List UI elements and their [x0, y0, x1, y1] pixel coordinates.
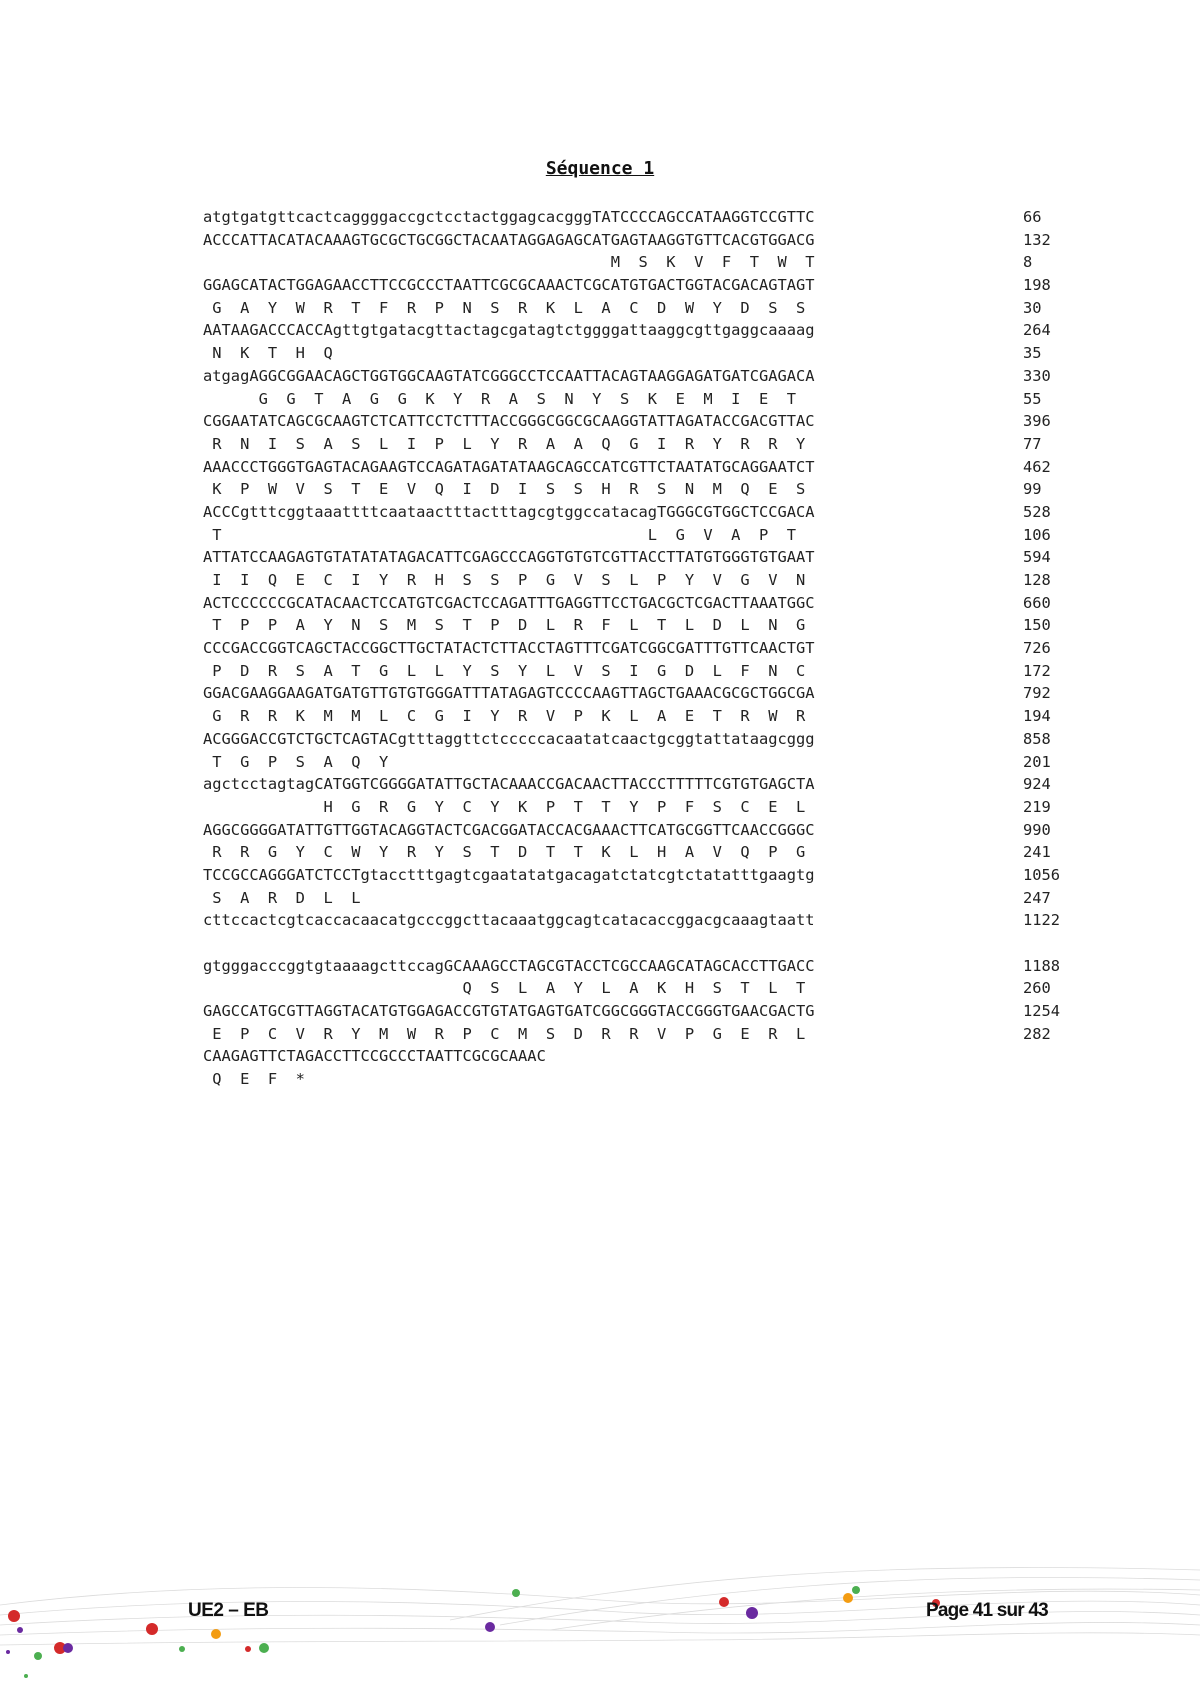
- position-number: 1056: [1023, 865, 1061, 884]
- sequence-row: [203, 297, 1083, 320]
- sequence-text: AATAAGACCCACCAgttgtgatacgttactagcgatagtctggggattaaggcgttgaggcaaaag: [203, 321, 815, 340]
- sequence-text: T P P A Y N S M S T P D L R F L T L D L N G: [203, 616, 806, 635]
- sequence-row: [203, 705, 1083, 728]
- sequence-row: [203, 342, 1083, 365]
- position-number: 172: [1023, 661, 1051, 680]
- sequence-text: atgtgatgttcactcaggggaccgctcctactggagcacgggTATCCCCAGCCATAAGGTCCGTTC: [203, 208, 815, 226]
- position-number: 128: [1023, 571, 1051, 589]
- sequence-row: [203, 569, 1083, 592]
- position-number: 282: [1023, 1024, 1051, 1043]
- position-number: 132: [1023, 230, 1051, 249]
- sequence-block: [203, 206, 1083, 1091]
- sequence-text: G A Y W R T F R P N S R K L A C D W Y D S S: [203, 298, 806, 317]
- position-number: 260: [1023, 979, 1051, 998]
- position-number: 330: [1023, 366, 1051, 385]
- position-number: 8: [1023, 253, 1033, 272]
- position-number: 77: [1023, 434, 1042, 453]
- sequence-row: [203, 592, 1083, 615]
- position-number: 219: [1023, 797, 1051, 816]
- position-number: 1254: [1023, 1002, 1061, 1021]
- sequence-text: K P W V S T E V Q I D I S S H R S N M Q E S: [203, 480, 806, 499]
- sequence-row: [203, 501, 1083, 524]
- sequence-row: [203, 1000, 1083, 1023]
- position-number: 247: [1023, 888, 1051, 907]
- sequence-row: [203, 864, 1083, 887]
- position-number: 99: [1023, 480, 1042, 499]
- sequence-row: [203, 229, 1083, 252]
- sequence-row: [203, 682, 1083, 705]
- sequence-text: ACCCgtttcggtaaattttcaataactttactttagcgtggccatacagTGGGCGTGGCTCCGACA: [203, 502, 815, 521]
- position-number: 55: [1023, 389, 1042, 408]
- position-number: 462: [1023, 457, 1051, 476]
- sequence-text: Q E F *: [203, 1070, 305, 1089]
- position-number: 528: [1023, 502, 1051, 521]
- position-number: 106: [1023, 525, 1051, 544]
- position-number: 201: [1023, 752, 1051, 771]
- sequence-text: GGACGAAGGAAGATGATGTTGTGTGGGATTTATAGAGTCCCCAAGTTAGCTGAAACGCGCTGGCGA: [203, 684, 815, 703]
- position-number: 396: [1023, 412, 1051, 431]
- position-number: 30: [1023, 298, 1042, 317]
- sequence-text: GGAGCATACTGGAGAACCTTCCGCCCTAATTCGCGCAAACTCGCATGTGACTGGTACGACAGTAGT: [203, 276, 815, 295]
- position-number: 1188: [1023, 956, 1061, 975]
- sequence-row: [203, 887, 1083, 910]
- position-number: 241: [1023, 843, 1051, 862]
- position-number: 264: [1023, 321, 1051, 340]
- position-number: 792: [1023, 684, 1051, 703]
- position-number: 924: [1023, 775, 1051, 794]
- position-number: 150: [1023, 616, 1051, 635]
- position-number: 194: [1023, 707, 1051, 726]
- sequence-text: ACGGGACCGTCTGCTCAGTACgtttaggttctcccccacaatatcaactgcggtattataagcggg: [203, 729, 815, 748]
- sequence-text: E P C V R Y M W R P C M S D R R V P G E R L: [203, 1024, 806, 1043]
- sequence-row: [203, 524, 1083, 547]
- sequence-row: [203, 660, 1083, 683]
- sequence-text: Q S L A Y L A K H S T L T: [203, 979, 806, 998]
- sequence-text: R R G Y C W Y R Y S T D T T K L H A V Q P G: [203, 843, 806, 862]
- sequence-text: ACTCCCCCCGCATACAACTCCATGTCGACTCCAGATTTGAGGTTCCTGACGCTCGACTTAAATGGC: [203, 593, 815, 612]
- sequence-text: T L G V A P T: [203, 525, 797, 544]
- sequence-text: AGGCGGGGATATTGTTGGTACAGGTACTCGACGGATACCACGAAACTTCATGCGGTTCAACCGGGC: [203, 820, 815, 839]
- sequence-row: [203, 796, 1083, 819]
- sequence-text: N K T H Q: [203, 344, 333, 363]
- sequence-row: [203, 977, 1083, 1000]
- sequence-text: T G P S A Q Y: [203, 752, 389, 771]
- sequence-text: P D R S A T G L L Y S Y L V S I G D L F N C: [203, 661, 806, 680]
- sequence-text: I I Q E C I Y R H S S P G V S L P Y V G V N: [203, 571, 806, 589]
- sequence-row: [203, 388, 1083, 411]
- sequence-row: [203, 1068, 1083, 1091]
- sequence-text: GAGCCATGCGTTAGGTACATGTGGAGACCGTGTATGAGTGATCGGCGGGTACCGGGTGAACGACTG: [203, 1002, 815, 1021]
- sequence-text: G G T A G G K Y R A S N Y S K E M I E T: [203, 389, 797, 408]
- position-number: 726: [1023, 639, 1051, 658]
- sequence-row: [203, 546, 1083, 569]
- sequence-row: [203, 819, 1083, 842]
- footer-wave-graphic: [0, 1560, 1200, 1696]
- sequence-text: R N I S A S L I P L Y R A A Q G I R Y R R Y: [203, 434, 806, 453]
- sequence-row: [203, 433, 1083, 456]
- sequence-text: G R R K M M L C G I Y R V P K L A E T R W R: [203, 707, 806, 726]
- sequence-row: [203, 751, 1083, 774]
- sequence-row: [203, 1023, 1083, 1046]
- sequence-text: atgagAGGCGGAACAGCTGGTGGCAAGTATCGGGCCTCCAATTACAGTAAGGAGATGATCGAGACA: [203, 366, 815, 385]
- sequence-row: [203, 319, 1083, 342]
- sequence-row: [203, 274, 1083, 297]
- sequence-row: [203, 637, 1083, 660]
- sequence-text: TCCGCCAGGGATCTCCTgtacctttgagtcgaatatatgacagatctatcgtctatatttgaagtg: [203, 865, 815, 884]
- position-number: 198: [1023, 276, 1051, 295]
- sequence-text: M S K V F T W T: [203, 253, 815, 272]
- sequence-text: H G R G Y C Y K P T T Y P F S C E L: [203, 797, 806, 816]
- sequence-text: S A R D L L: [203, 888, 361, 907]
- sequence-row: [203, 206, 1083, 229]
- sequence-text: ACCCATTACATACAAAGTGCGCTGCGGCTACAATAGGAGAGCATGAGTAAGGTGTTCACGTGGACG: [203, 230, 815, 249]
- sequence-row: [203, 955, 1083, 978]
- sequence-text: CGGAATATCAGCGCAAGTCTCATTCCTCTTTACCGGGCGGCGCAAGGTATTAGATACCGACGTTAC: [203, 412, 815, 431]
- sequence-row: [203, 614, 1083, 637]
- sequence-row: [203, 251, 1083, 274]
- footer-decoration: [0, 1560, 1200, 1696]
- sequence-text: AAACCCTGGGTGAGTACAGAAGTCCAGATAGATATAAGCAGCCATCGTTCTAATATGCAGGAATCT: [203, 457, 815, 476]
- sequence-row: [203, 841, 1083, 864]
- page-title: Séquence 1: [545, 158, 655, 179]
- position-number: 1122: [1023, 911, 1061, 930]
- sequence-row: [203, 909, 1083, 932]
- sequence-text: agctcctagtagCATGGTCGGGGATATTGCTACAAACCGACAACTTACCCTTTTTCGTGTGAGCTA: [203, 775, 815, 794]
- sequence-row: [203, 728, 1083, 751]
- sequence-text: gtgggacccggtgtaaaagcttccagGCAAAGCCTAGCGTACCTCGCCAAGCATAGCACCTTGACC: [203, 956, 815, 975]
- sequence-text: cttccactcgtcaccacaacatgcccggcttacaaatggcagtcatacaccggacgcaaagtaatt: [203, 911, 815, 930]
- position-number: 66: [1023, 208, 1042, 226]
- sequence-row: [203, 410, 1083, 433]
- sequence-row: [203, 1045, 1083, 1068]
- sequence-row: [203, 456, 1083, 479]
- footer-course-label: UE2 – EB: [188, 1600, 269, 1621]
- sequence-row: [203, 365, 1083, 388]
- sequence-text: CAAGAGTTCTAGACCTTCCGCCCTAATTCGCGCAAAC: [203, 1047, 546, 1066]
- position-number: 990: [1023, 820, 1051, 839]
- position-number: 660: [1023, 593, 1051, 612]
- sequence-text: CCCGACCGGTCAGCTACCGGCTTGCTATACTCTTACCTAGTTTCGATCGGCGATTTGTTCAACTGT: [203, 639, 815, 658]
- sequence-row: [203, 478, 1083, 501]
- footer-page-number: Page 41 sur 43: [926, 1600, 1048, 1621]
- sequence-row: [203, 932, 1083, 955]
- sequence-row: [203, 773, 1083, 796]
- position-number: 594: [1023, 548, 1051, 567]
- sequence-text: ATTATCCAAGAGTGTATATATAGACATTCGAGCCCAGGTGTGTCGTTACCTTATGTGGGTGTGAAT: [203, 548, 815, 567]
- position-number: 35: [1023, 344, 1042, 363]
- position-number: 858: [1023, 729, 1051, 748]
